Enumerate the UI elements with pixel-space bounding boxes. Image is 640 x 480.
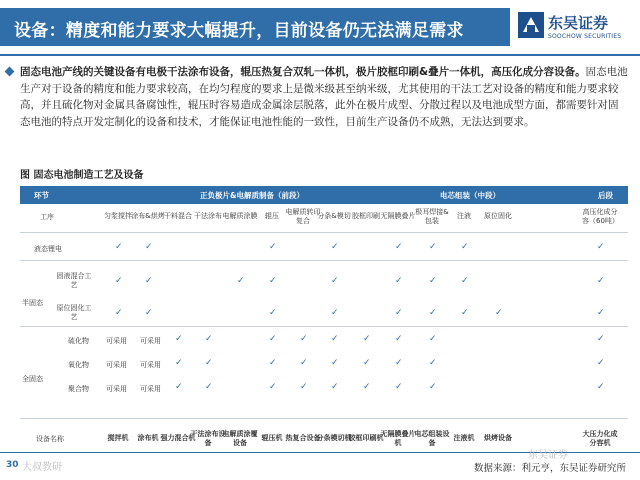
check-mark-icon: ✓ xyxy=(461,276,469,286)
process-header-0: 匀浆搅拌 xyxy=(104,212,132,220)
check-mark-icon: ✓ xyxy=(363,382,371,392)
check-mark-icon: ✓ xyxy=(495,308,503,318)
check-mark-icon: ✓ xyxy=(300,358,308,368)
logo-text-en: SOOCHOW SECURITIES xyxy=(548,33,622,40)
available-text: 可采用 xyxy=(106,337,127,345)
check-mark-icon: ✓ xyxy=(145,242,153,252)
figure-title: 图 固态电池制造工艺及设备 xyxy=(20,170,144,181)
available-text: 可采用 xyxy=(106,385,127,393)
row-divider xyxy=(20,418,628,419)
check-mark-icon: ✓ xyxy=(363,358,371,368)
process-header-6: 电解质转印复合 xyxy=(285,208,321,225)
check-mark-icon: ✓ xyxy=(205,334,213,344)
process-header-7: 分条&模切 xyxy=(317,212,351,220)
equipment-5: 辊压机 xyxy=(261,434,283,442)
check-mark-icon: ✓ xyxy=(429,358,437,368)
all-group-label: 全固态 xyxy=(22,375,43,383)
process-header-9: 无隔膜叠片 xyxy=(380,212,416,220)
check-mark-icon: ✓ xyxy=(395,276,403,286)
equipment-10: 电芯组装设备 xyxy=(414,430,450,447)
check-mark-icon: ✓ xyxy=(269,276,277,286)
semi-group-label: 半固态 xyxy=(22,299,43,307)
check-mark-icon: ✓ xyxy=(145,276,153,286)
stage-front: 正负极片&电解质制备（前段） xyxy=(200,191,305,200)
equipment-0: 搅拌机 xyxy=(107,434,129,442)
row-liquid: 液态锂电 xyxy=(34,245,62,253)
check-mark-icon: ✓ xyxy=(429,334,437,344)
all-row-1: 氧化物 xyxy=(68,361,89,369)
logo-text-cn: 东吴证券 xyxy=(548,14,609,32)
process-header-2: 干料混合 xyxy=(164,212,192,220)
available-text: 可采用 xyxy=(140,361,161,369)
check-mark-icon: ✓ xyxy=(300,334,308,344)
check-mark-icon: ✓ xyxy=(115,308,123,318)
stage-back: 后段 xyxy=(598,191,613,200)
check-mark-icon: ✓ xyxy=(597,308,605,318)
check-mark-icon: ✓ xyxy=(269,358,277,368)
process-header-3: 干法涂布 xyxy=(194,212,222,220)
process-header-11: 注液 xyxy=(457,212,471,220)
check-mark-icon: ✓ xyxy=(395,358,403,368)
check-mark-icon: ✓ xyxy=(395,308,403,318)
check-mark-icon: ✓ xyxy=(175,382,183,392)
check-mark-icon: ✓ xyxy=(331,334,339,344)
process-label: 工序 xyxy=(40,213,54,221)
stage-middle: 电芯组装（中段） xyxy=(440,191,500,200)
process-header-12: 原位固化 xyxy=(484,212,512,220)
check-mark-icon: ✓ xyxy=(331,308,339,318)
check-mark-icon: ✓ xyxy=(597,276,605,286)
row-divider xyxy=(20,326,628,327)
check-mark-icon: ✓ xyxy=(205,358,213,368)
check-mark-icon: ✓ xyxy=(175,334,183,344)
logo-mark-icon xyxy=(518,12,544,38)
equipment-11: 注液机 xyxy=(453,434,475,442)
all-row-0: 硫化物 xyxy=(68,337,89,345)
stage-col0: 环节 xyxy=(34,191,49,200)
check-mark-icon: ✓ xyxy=(300,382,308,392)
equipment-3: 干法涂布设备 xyxy=(190,430,226,447)
process-header-10: 极耳焊接&包装 xyxy=(415,208,449,225)
check-mark-icon: ✓ xyxy=(395,382,403,392)
company-logo xyxy=(516,6,636,50)
available-text: 可采用 xyxy=(106,361,127,369)
header-divider xyxy=(0,54,640,56)
equipment-13: 大压力化成分容机 xyxy=(582,430,618,447)
equipment-6: 热复合设备 xyxy=(285,434,321,442)
all-row-2: 聚合物 xyxy=(68,385,89,393)
equipment-2: 强力混合机 xyxy=(160,434,196,442)
footer xyxy=(0,452,640,480)
check-mark-icon: ✓ xyxy=(115,242,123,252)
header xyxy=(0,0,640,56)
available-text: 可采用 xyxy=(140,385,161,393)
row-divider xyxy=(20,260,628,261)
equipment-4: 电解质涂覆设备 xyxy=(222,430,258,447)
paragraph-body: 固态电池生产对于设备的精度和能力要求较高，在均匀程度的要求上是微米级甚至纳米级，尤其使用的干法工艺对设备的精度和能力要求较高，并且硫化物对金属具备腐蚀性，辊压时容易造成金属涂层脱落，此外在极片成型、分散过程以及电池成型方面，都需要针对固态电池的特点开发定制化的设备和技术，才能保证电池性能的一致性，目前生产设备仍不成熟，无法达到要求。 xyxy=(20,66,628,128)
check-mark-icon: ✓ xyxy=(331,382,339,392)
stage-header-row xyxy=(20,186,628,204)
paragraph-lead: 固态电池产线的关键设备有电极干法涂布设备，辊压热复合双轧一体机，极片胶框印刷&叠片一体机，高压化成分容设备。 xyxy=(20,66,586,78)
equipment-label: 设备名称 xyxy=(36,435,64,443)
row-divider xyxy=(20,232,628,233)
check-mark-icon: ✓ xyxy=(363,334,371,344)
check-mark-icon: ✓ xyxy=(597,242,605,252)
check-mark-icon: ✓ xyxy=(429,308,437,318)
check-mark-icon: ✓ xyxy=(331,358,339,368)
check-mark-icon: ✓ xyxy=(597,382,605,392)
body-paragraph xyxy=(20,64,628,130)
check-mark-icon: ✓ xyxy=(115,276,123,286)
equipment-12: 烘烤设备 xyxy=(484,434,512,442)
check-mark-icon: ✓ xyxy=(429,276,437,286)
check-mark-icon: ✓ xyxy=(461,308,469,318)
check-mark-icon: ✓ xyxy=(395,242,403,252)
equipment-9: 无隔膜叠片机 xyxy=(380,430,416,447)
check-mark-icon: ✓ xyxy=(429,382,437,392)
page-number: 30 xyxy=(6,460,19,470)
check-mark-icon: ✓ xyxy=(269,334,277,344)
equipment-1: 涂布机 xyxy=(137,434,159,442)
process-header-5: 辊压 xyxy=(265,212,279,220)
data-source: 数据来源：利元亨，东吴证券研究所 xyxy=(473,463,626,474)
page-title: 设备：精度和能力要求大幅提升，目前设备仍无法满足需求 xyxy=(14,21,464,41)
semi-row-0: 固液混合工艺 xyxy=(56,272,92,289)
check-mark-icon: ✓ xyxy=(175,358,183,368)
available-text: 可采用 xyxy=(140,337,161,345)
title-bar xyxy=(0,8,510,46)
watermark-left: 大叔教研 xyxy=(22,462,62,473)
check-mark-icon: ✓ xyxy=(429,242,437,252)
process-header-8: 胶框印刷 xyxy=(352,212,380,220)
process-header-13: 高压化成分容（60吨） xyxy=(582,208,619,225)
check-mark-icon: ✓ xyxy=(395,334,403,344)
check-mark-icon: ✓ xyxy=(205,382,213,392)
semi-row-1: 原位固化工艺 xyxy=(56,304,92,321)
check-mark-icon: ✓ xyxy=(269,242,277,252)
process-header-4: 电解质涂膜 xyxy=(222,212,258,220)
bullet-diamond-icon xyxy=(5,67,15,77)
process-header-1: 涂布&烘烤 xyxy=(131,212,165,220)
check-mark-icon: ✓ xyxy=(331,276,339,286)
check-mark-icon: ✓ xyxy=(597,358,605,368)
check-mark-icon: ✓ xyxy=(269,308,277,318)
check-mark-icon: ✓ xyxy=(237,276,245,286)
check-mark-icon: ✓ xyxy=(331,242,339,252)
check-mark-icon: ✓ xyxy=(145,308,153,318)
check-mark-icon: ✓ xyxy=(597,334,605,344)
watermark-right: 东吴证券 xyxy=(528,450,568,461)
process-equipment-table xyxy=(20,186,628,446)
check-mark-icon: ✓ xyxy=(461,242,469,252)
equipment-7: 分条模切机 xyxy=(316,434,352,442)
equipment-8: 胶框印刷机 xyxy=(348,434,384,442)
check-mark-icon: ✓ xyxy=(269,382,277,392)
